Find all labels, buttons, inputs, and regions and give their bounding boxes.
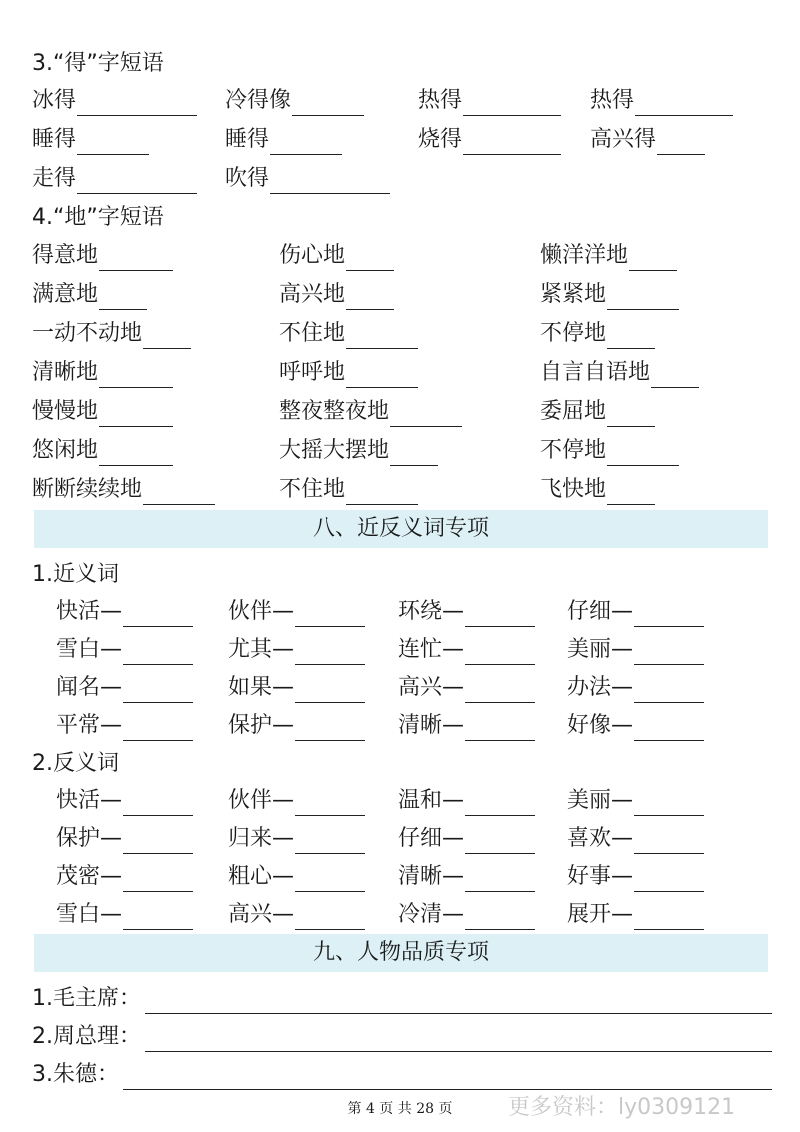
di-item: [279, 397, 462, 427]
di-row: [0, 397, 800, 429]
de-item: [590, 125, 705, 155]
di-item-label: 慢慢地: [32, 399, 99, 424]
synonym-row: [0, 711, 800, 743]
synonym-item: [398, 635, 535, 665]
answer-blank[interactable]: [143, 326, 191, 349]
de-item-label: 睡得: [32, 127, 77, 152]
antonym-word: 好事—: [567, 864, 634, 889]
antonym-word: 雪白—: [56, 902, 123, 927]
answer-blank[interactable]: [607, 326, 655, 349]
answer-line[interactable]: [123, 1067, 772, 1090]
antonym-row: [0, 824, 800, 856]
answer-blank[interactable]: [270, 132, 342, 155]
antonym-word: 美丽—: [567, 788, 634, 813]
antonym-word: 粗心—: [228, 864, 295, 889]
answer-blank[interactable]: [651, 365, 699, 388]
di-row: [0, 475, 800, 507]
de-item-label: 热得: [590, 88, 635, 113]
di-item-label: 飞快地: [540, 477, 607, 502]
synonym-word: 办法—: [567, 675, 634, 700]
di-item-label: 自言自语地: [540, 360, 651, 385]
di-item: [32, 436, 173, 466]
de-item-label: 冰得: [32, 88, 77, 113]
antonym-word: 展开—: [567, 902, 634, 927]
antonym-item: [398, 786, 535, 816]
answer-blank[interactable]: [346, 365, 418, 388]
di-item: [540, 397, 655, 427]
answer-blank[interactable]: [99, 443, 173, 466]
answer-blank[interactable]: [634, 831, 704, 854]
antonym-item: [228, 786, 365, 816]
answer-blank[interactable]: [465, 793, 535, 816]
di-item: [279, 280, 394, 310]
synonym-word: 闻名—: [56, 675, 123, 700]
di-row: [0, 358, 800, 390]
answer-blank[interactable]: [295, 831, 365, 854]
answer-blank[interactable]: [657, 132, 705, 155]
synonym-item: [398, 711, 535, 741]
answer-blank[interactable]: [629, 248, 677, 271]
di-item: [32, 319, 191, 349]
answer-blank[interactable]: [346, 482, 418, 505]
synonym-word: 清晰—: [398, 713, 465, 738]
answer-blank[interactable]: [346, 326, 418, 349]
answer-blank[interactable]: [465, 680, 535, 703]
synonym-item: [56, 597, 193, 627]
di-row: [0, 319, 800, 351]
synonym-word: 保护—: [228, 713, 295, 738]
answer-blank[interactable]: [77, 93, 197, 116]
answer-blank[interactable]: [77, 132, 149, 155]
synonym-item: [228, 673, 365, 703]
character-name: 1.毛主席：: [32, 986, 141, 1011]
answer-blank[interactable]: [634, 869, 704, 892]
answer-blank[interactable]: [295, 642, 365, 665]
answer-blank[interactable]: [607, 287, 679, 310]
antonym-item: [567, 900, 704, 930]
di-item: [32, 397, 173, 427]
antonym-row: [0, 862, 800, 894]
answer-blank[interactable]: [463, 93, 561, 116]
answer-blank[interactable]: [346, 248, 394, 271]
synonym-item: [567, 673, 704, 703]
answer-blank[interactable]: [123, 907, 193, 930]
antonym-word: 清晰—: [398, 864, 465, 889]
di-item: [32, 475, 215, 505]
answer-blank[interactable]: [634, 680, 704, 703]
antonym-word: 冷清—: [398, 902, 465, 927]
de-row: [0, 125, 800, 157]
de-phrases-heading: 3.“得”字短语: [32, 51, 164, 76]
answer-blank[interactable]: [295, 680, 365, 703]
di-item: [32, 241, 173, 271]
answer-blank[interactable]: [634, 642, 704, 665]
answer-blank[interactable]: [123, 680, 193, 703]
synonym-item: [398, 673, 535, 703]
answer-blank[interactable]: [634, 718, 704, 741]
antonym-word: 茂密—: [56, 864, 123, 889]
di-item-label: 大摇大摆地: [279, 438, 390, 463]
di-item: [279, 358, 418, 388]
di-item-label: 清晰地: [32, 360, 99, 385]
answer-blank[interactable]: [99, 248, 173, 271]
synonym-word: 美丽—: [567, 637, 634, 662]
watermark: 更多资料：ly0309121: [508, 1095, 736, 1120]
answer-blank[interactable]: [634, 907, 704, 930]
antonym-row: [0, 786, 800, 818]
de-item: [225, 125, 342, 155]
antonym-item: [56, 862, 193, 892]
answer-blank[interactable]: [99, 404, 173, 427]
di-item-label: 一动不动地: [32, 321, 143, 346]
de-item-label: 走得: [32, 166, 77, 191]
answer-blank[interactable]: [390, 404, 462, 427]
answer-blank[interactable]: [123, 793, 193, 816]
di-item-label: 悠闲地: [32, 438, 99, 463]
synonym-item: [228, 711, 365, 741]
de-item: [225, 164, 390, 194]
answer-blank[interactable]: [465, 718, 535, 741]
synonym-item: [567, 711, 704, 741]
answer-blank[interactable]: [390, 443, 438, 466]
de-item-label: 睡得: [225, 127, 270, 152]
synonym-item: [228, 597, 365, 627]
page-number: 第 4 页 共 28 页: [347, 1101, 453, 1117]
antonym-synonym-section-header: 八、近反义词专项: [34, 510, 768, 548]
answer-blank[interactable]: [295, 869, 365, 892]
answer-blank[interactable]: [607, 404, 655, 427]
antonym-item: [228, 900, 365, 930]
character-quality-section-header: 九、人物品质专项: [34, 934, 768, 972]
di-item: [279, 436, 438, 466]
de-item: [32, 86, 197, 116]
di-item-label: 高兴地: [279, 282, 346, 307]
answer-blank[interactable]: [295, 793, 365, 816]
synonym-word: 好像—: [567, 713, 634, 738]
answer-blank[interactable]: [295, 604, 365, 627]
answer-blank[interactable]: [607, 482, 655, 505]
di-item: [279, 475, 418, 505]
de-item-label: 吹得: [225, 166, 270, 191]
di-item-label: 整夜整夜地: [279, 399, 390, 424]
synonym-word: 快活—: [56, 599, 123, 624]
synonym-row: [0, 635, 800, 667]
antonym-item: [228, 824, 365, 854]
synonym-item: [398, 597, 535, 627]
synonym-word: 连忙—: [398, 637, 465, 662]
answer-blank[interactable]: [465, 907, 535, 930]
synonym-item: [56, 673, 193, 703]
answer-blank[interactable]: [292, 93, 364, 116]
di-item-label: 懒洋洋地: [540, 243, 629, 268]
synonym-row: [0, 597, 800, 629]
answer-blank[interactable]: [607, 443, 679, 466]
character-quality-row: [32, 1018, 772, 1052]
antonym-item: [56, 786, 193, 816]
di-item: [279, 319, 418, 349]
di-item-label: 不停地: [540, 321, 607, 346]
answer-blank[interactable]: [635, 93, 733, 116]
character-quality-row: [32, 1056, 772, 1090]
antonym-item: [228, 862, 365, 892]
de-item: [32, 164, 197, 194]
de-row: [0, 164, 800, 196]
di-item-label: 委屈地: [540, 399, 607, 424]
de-item: [225, 86, 364, 116]
di-item-label: 伤心地: [279, 243, 346, 268]
answer-blank[interactable]: [634, 793, 704, 816]
synonym-word: 雪白—: [56, 637, 123, 662]
answer-blank[interactable]: [465, 831, 535, 854]
antonym-item: [398, 862, 535, 892]
antonym-item: [398, 824, 535, 854]
synonym-word: 高兴—: [398, 675, 465, 700]
antonym-word: 归来—: [228, 826, 295, 851]
answer-blank[interactable]: [270, 171, 390, 194]
character-quality-row: [32, 980, 772, 1014]
synonym-word: 环绕—: [398, 599, 465, 624]
synonyms-heading: 1.近义词: [32, 562, 119, 587]
de-item-label: 热得: [418, 88, 463, 113]
antonym-item: [567, 786, 704, 816]
di-phrases-heading: 4.“地”字短语: [32, 205, 164, 230]
de-row: [0, 86, 800, 118]
antonym-item: [398, 900, 535, 930]
antonym-item: [56, 900, 193, 930]
di-item-label: 呼呼地: [279, 360, 346, 385]
antonym-word: 伙伴—: [228, 788, 295, 813]
de-item: [590, 86, 733, 116]
di-row: [0, 280, 800, 312]
synonym-item: [567, 635, 704, 665]
answer-blank[interactable]: [123, 831, 193, 854]
de-item-label: 冷得像: [225, 88, 292, 113]
answer-blank[interactable]: [295, 907, 365, 930]
de-item: [32, 125, 149, 155]
synonym-word: 伙伴—: [228, 599, 295, 624]
synonym-word: 平常—: [56, 713, 123, 738]
di-item-label: 满意地: [32, 282, 99, 307]
de-item: [418, 125, 561, 155]
answer-blank[interactable]: [465, 869, 535, 892]
answer-blank[interactable]: [77, 171, 197, 194]
answer-blank[interactable]: [295, 718, 365, 741]
answer-blank[interactable]: [123, 869, 193, 892]
antonym-word: 温和—: [398, 788, 465, 813]
de-item: [418, 86, 561, 116]
di-item-label: 得意地: [32, 243, 99, 268]
di-row: [0, 241, 800, 273]
antonym-item: [567, 862, 704, 892]
antonym-row: [0, 900, 800, 932]
di-item-label: 断断续续地: [32, 477, 143, 502]
answer-blank[interactable]: [346, 287, 394, 310]
di-item: [32, 358, 173, 388]
synonym-word: 如果—: [228, 675, 295, 700]
antonym-word: 保护—: [56, 826, 123, 851]
answer-blank[interactable]: [99, 365, 173, 388]
synonym-word: 仔细—: [567, 599, 634, 624]
di-item: [540, 358, 699, 388]
synonym-item: [567, 597, 704, 627]
di-item: [540, 475, 655, 505]
antonym-word: 快活—: [56, 788, 123, 813]
character-name: 2.周总理：: [32, 1024, 141, 1049]
di-item: [540, 280, 679, 310]
answer-blank[interactable]: [465, 642, 535, 665]
answer-line[interactable]: [145, 1029, 772, 1052]
di-row: [0, 436, 800, 468]
di-item: [540, 436, 679, 466]
answer-blank[interactable]: [465, 604, 535, 627]
answer-blank[interactable]: [123, 604, 193, 627]
di-item: [540, 241, 677, 271]
synonym-item: [56, 635, 193, 665]
antonym-word: 高兴—: [228, 902, 295, 927]
de-item-label: 烧得: [418, 127, 463, 152]
synonym-item: [228, 635, 365, 665]
answer-blank[interactable]: [123, 642, 193, 665]
answer-blank[interactable]: [99, 287, 147, 310]
answer-line[interactable]: [145, 991, 772, 1014]
answer-blank[interactable]: [143, 482, 215, 505]
di-item-label: 不停地: [540, 438, 607, 463]
answer-blank[interactable]: [463, 132, 561, 155]
di-item-label: 不住地: [279, 477, 346, 502]
di-item-label: 紧紧地: [540, 282, 607, 307]
synonym-item: [56, 711, 193, 741]
synonym-word: 尤其—: [228, 637, 295, 662]
answer-blank[interactable]: [123, 718, 193, 741]
di-item: [32, 280, 147, 310]
antonym-item: [567, 824, 704, 854]
di-item-label: 不住地: [279, 321, 346, 346]
de-item-label: 高兴得: [590, 127, 657, 152]
antonym-item: [56, 824, 193, 854]
di-item: [279, 241, 394, 271]
character-name: 3.朱德：: [32, 1062, 119, 1087]
antonyms-heading: 2.反义词: [32, 751, 119, 776]
synonym-row: [0, 673, 800, 705]
di-item: [540, 319, 655, 349]
answer-blank[interactable]: [634, 604, 704, 627]
antonym-word: 仔细—: [398, 826, 465, 851]
antonym-word: 喜欢—: [567, 826, 634, 851]
